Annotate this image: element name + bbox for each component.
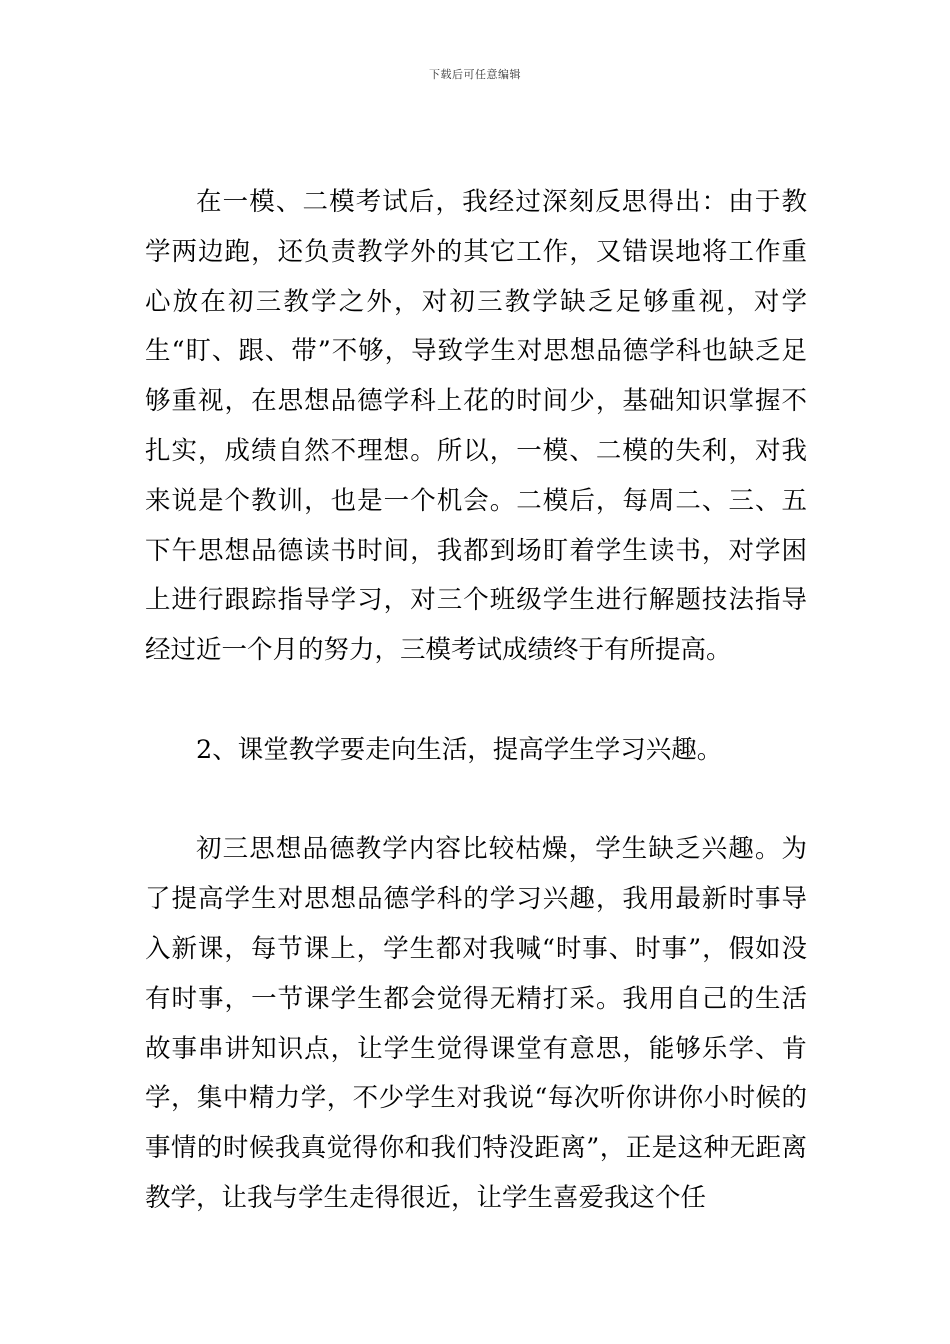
section-heading-2: 2、课堂教学要走向生活，提高学生学习兴趣。 — [196, 734, 723, 765]
page-header: 下载后可任意编辑 — [429, 68, 521, 81]
document-body — [145, 178, 807, 1224]
paragraph-reflection: 在一模、二模考试后，我经过深刻反思得出：由于教学两边跑，还负责教学外的其它工作，又错误地将工作重心放在初三教学之外，对初三教学缺乏足够重视，对学生“盯、跟、带”不够，导致学生对思想品德学科也缺乏足够重视，在思想品德学科上花的时间少，基础知识掌握不扎实，成绩自然不理想。所以，一模、二模的失利，对我来说是个教训，也是一个机会。二模后，每周二、三、五下午思想品德读书时间，我都到场盯着学生读书，对学困上进行跟踪指导学习，对三个班级学生进行解题技法指导经过近一个月的努力，三模考试成绩终于有所提高。 — [145, 187, 807, 666]
paragraph-interest: 初三思想品德教学内容比较枯燥，学生缺乏兴趣。为了提高学生对思想品德学科的学习兴趣，我用最新时事导入新课，每节课上，学生都对我喊“时事、时事”，假如没有时事，一节课学生都会觉得无精打采。我用自己的生活故事串讲知识点，让学生觉得课堂有意思，能够乐学、肯学，集中精力学，不少学生对我说“每次听你讲你小时候的事情的时候我真觉得你和我们特没距离”，正是这种无距离教学，让我与学生走得很近，让学生喜爱我这个任 — [145, 834, 807, 1213]
